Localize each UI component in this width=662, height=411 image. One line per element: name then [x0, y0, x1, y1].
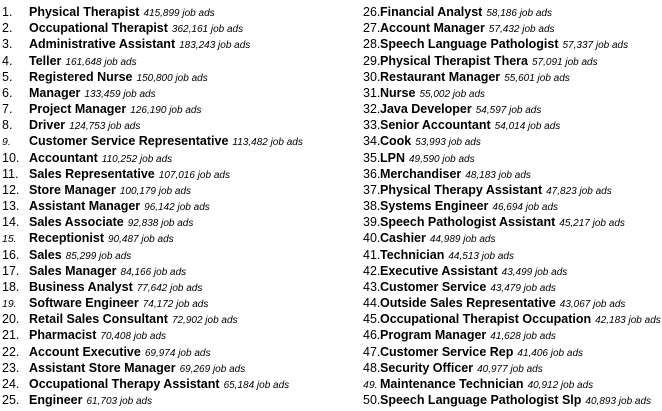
job-title: Restaurant Manager — [380, 69, 501, 84]
job-title: Account Executive — [29, 344, 141, 359]
rank-number: 19. — [2, 298, 17, 311]
rank-number: 30. — [363, 69, 381, 84]
job-list-item — [2, 376, 347, 392]
job-title: Java Developer — [380, 102, 472, 117]
job-list-item — [2, 295, 347, 311]
job-ad-count: 46,694 job ads — [492, 202, 559, 214]
job-ad-count: 107,016 job ads — [158, 169, 230, 181]
rank-number: 37. — [363, 182, 381, 197]
job-ad-count: 100,179 job ads — [119, 185, 192, 197]
job-ad-count: 48,183 job ads — [465, 169, 531, 181]
job-ad-count: 49,590 job ads — [409, 153, 475, 165]
rank-number: 39. — [363, 215, 381, 230]
job-ad-count: 43,479 job ads — [490, 282, 556, 294]
job-list-item — [2, 53, 347, 69]
job-ad-count: 96,142 job ads — [144, 202, 210, 214]
job-title: Registered Nurse — [29, 69, 133, 84]
rank-number: 10. — [2, 150, 20, 165]
job-ad-count: 55,002 job ads — [419, 88, 486, 100]
job-list-item — [2, 198, 347, 214]
job-title: Senior Accountant — [380, 118, 491, 133]
job-title: Teller — [29, 53, 62, 68]
job-ad-count: 84,166 job ads — [120, 266, 187, 278]
job-title: Receptionist — [29, 231, 105, 246]
job-ad-count: 69,974 job ads — [144, 347, 211, 359]
rank-number: 36. — [363, 166, 381, 181]
job-list-item — [2, 263, 347, 279]
rank-number: 20. — [2, 312, 20, 327]
job-title: LPN — [380, 150, 405, 165]
rank-number: 11. — [2, 166, 19, 181]
job-list-item — [2, 247, 347, 263]
job-ad-count: 55,601 job ads — [504, 72, 570, 84]
rank-number: 7. — [2, 102, 13, 117]
job-ad-count: 40,912 job ads — [527, 379, 594, 391]
job-list-item — [2, 150, 347, 166]
job-ad-count: 72,902 job ads — [171, 315, 238, 327]
job-title: Manager — [29, 85, 81, 100]
job-title: Store Manager — [29, 182, 116, 197]
job-ad-count: 362,161 job ads — [171, 24, 244, 36]
job-title: Occupational Therapist — [29, 21, 168, 36]
job-ad-count: 42,183 job ads — [595, 315, 661, 327]
rank-number: 8. — [2, 118, 13, 133]
job-title: Physical Therapy Assistant — [380, 182, 543, 197]
job-title: Accountant — [29, 150, 98, 165]
job-ad-count: 44,989 job ads — [429, 234, 496, 246]
job-list-item — [363, 360, 662, 376]
job-ad-count: 113,482 job ads — [232, 137, 303, 149]
job-list-item — [363, 36, 662, 52]
job-ad-count: 77,642 job ads — [136, 282, 203, 294]
job-ad-count: 57,337 job ads — [562, 40, 629, 52]
job-ad-count: 61,703 job ads — [86, 396, 153, 408]
rank-number: 42. — [363, 263, 381, 278]
rank-number: 35. — [363, 150, 381, 165]
job-list-item — [363, 4, 662, 20]
rank-number: 3. — [2, 37, 13, 52]
job-title: Physical Therapist — [29, 5, 140, 19]
job-ad-count: 85,299 job ads — [65, 250, 132, 262]
job-list-item — [363, 166, 662, 182]
job-title: Executive Assistant — [380, 263, 498, 278]
rank-number: 33. — [363, 118, 381, 133]
job-ad-count: 92,838 job ads — [127, 218, 194, 230]
job-list-item — [2, 166, 347, 182]
job-title: Merchandiser — [380, 166, 462, 181]
job-title: Sales Manager — [29, 263, 117, 278]
job-title: Nurse — [380, 85, 416, 100]
rank-number: 12. — [2, 182, 20, 197]
rank-number: 9. — [2, 136, 11, 149]
job-ad-count: 69,269 job ads — [179, 363, 246, 375]
rank-number: 38. — [363, 199, 381, 214]
job-list-item — [2, 182, 347, 198]
job-list-item — [363, 392, 662, 408]
job-ad-count: 90,487 job ads — [108, 234, 174, 246]
job-title: Software Engineer — [29, 296, 139, 311]
job-title: Retail Sales Consultant — [29, 312, 168, 327]
rank-number: 25. — [2, 393, 20, 408]
job-title: Physical Therapist Thera — [380, 53, 528, 68]
rank-number: 28. — [363, 37, 381, 52]
job-list-item — [2, 311, 347, 327]
job-list-item — [363, 263, 662, 279]
job-title: Speech Language Pathologist Slp — [380, 393, 582, 408]
job-list-item — [363, 182, 662, 198]
job-list-item — [363, 85, 662, 101]
job-title: Account Manager — [380, 21, 485, 36]
job-list-item — [363, 69, 662, 85]
job-list-item — [363, 376, 662, 392]
rank-number: 14. — [2, 215, 20, 230]
job-ad-count: 57,091 job ads — [531, 56, 598, 68]
job-list-item — [2, 4, 347, 20]
rank-number: 22. — [2, 344, 20, 359]
rank-number: 17. — [2, 263, 20, 278]
job-title: Speech Pathologist Assistant — [380, 215, 556, 230]
job-title: Outside Sales Representative — [380, 296, 556, 311]
job-list-item — [363, 311, 662, 327]
job-title: Driver — [29, 118, 66, 133]
job-list-item — [2, 117, 347, 133]
job-list-item — [2, 344, 347, 360]
job-ad-count: 150,800 job ads — [136, 72, 208, 84]
job-ad-count: 40,893 job ads — [585, 396, 652, 408]
job-ad-count: 43,499 job ads — [501, 266, 568, 278]
job-ad-count: 133,459 job ads — [84, 88, 156, 100]
job-list-item — [363, 198, 662, 214]
job-ad-count: 161,648 job ads — [65, 56, 137, 68]
rank-number: 34. — [363, 134, 381, 149]
rank-number: 27. — [363, 21, 381, 36]
job-title: Project Manager — [29, 102, 127, 117]
job-ad-count: 47,823 job ads — [546, 185, 612, 197]
job-title: Administrative Assistant — [29, 37, 176, 52]
rank-number: 26. — [363, 5, 381, 19]
job-title: Speech Language Pathologist — [380, 37, 559, 52]
job-ad-count: 43,067 job ads — [559, 299, 626, 311]
job-title: Program Manager — [380, 328, 487, 343]
rank-number: 29. — [363, 53, 381, 68]
job-title: Customer Service Rep — [380, 344, 514, 359]
rank-number: 13. — [2, 199, 20, 214]
job-list-item — [363, 214, 662, 230]
rank-number: 16. — [2, 247, 20, 262]
rank-number: 31. — [363, 85, 381, 100]
job-list-item — [363, 230, 662, 246]
rank-number: 32. — [363, 102, 381, 117]
rank-number: 18. — [2, 279, 20, 294]
job-ad-count: 54,014 job ads — [494, 121, 561, 133]
job-title: Pharmacist — [29, 328, 97, 343]
job-title: Occupational Therapist Occupation — [380, 312, 592, 327]
job-ad-count: 41,406 job ads — [517, 347, 584, 359]
rank-number: 49. — [363, 378, 378, 391]
job-list-item — [363, 295, 662, 311]
job-list-item — [363, 20, 662, 36]
job-list-item — [2, 133, 347, 149]
job-list-right-column — [363, 4, 662, 408]
rank-number: 50. — [363, 393, 381, 408]
rank-number: 46. — [363, 328, 381, 343]
job-title: Assistant Manager — [29, 199, 141, 214]
job-list-item — [2, 214, 347, 230]
job-title: Security Officer — [380, 360, 474, 375]
job-title: Cashier — [380, 231, 426, 246]
job-ad-count: 183,243 job ads — [179, 40, 251, 52]
job-list-item — [2, 85, 347, 101]
job-list-item — [363, 150, 662, 166]
job-title: Technician — [380, 247, 445, 262]
rank-number: 21. — [2, 328, 20, 343]
job-list-item — [363, 344, 662, 360]
job-ad-count: 126,190 job ads — [130, 105, 202, 117]
job-list-item — [2, 230, 347, 246]
job-title: Customer Service — [380, 279, 487, 294]
job-list-item — [363, 247, 662, 263]
job-list-left-column — [2, 4, 347, 408]
rank-number: 24. — [2, 376, 20, 391]
job-ad-count: 40,977 job ads — [477, 363, 543, 375]
job-ad-count: 58,186 job ads — [486, 8, 552, 19]
job-title: Maintenance Technician — [380, 376, 524, 391]
job-title: Financial Analyst — [380, 5, 483, 19]
job-ad-count: 41,628 job ads — [490, 331, 556, 343]
job-list-item — [363, 101, 662, 117]
job-list-item — [363, 53, 662, 69]
job-list-item — [2, 360, 347, 376]
job-list-item — [363, 133, 662, 149]
job-list-item — [2, 101, 347, 117]
job-list-item — [2, 36, 347, 52]
job-title: Sales — [29, 247, 62, 262]
job-list-item — [2, 392, 347, 408]
job-ad-count: 53,993 job ads — [415, 137, 481, 149]
rank-number: 6. — [2, 85, 13, 100]
rank-number: 47. — [363, 344, 381, 359]
job-ad-count: 70,408 job ads — [100, 331, 167, 343]
rank-number: 44. — [363, 296, 381, 311]
job-ad-count: 45,217 job ads — [559, 218, 625, 230]
job-list-item — [363, 117, 662, 133]
rank-number: 48. — [363, 360, 381, 375]
rank-number: 41. — [363, 247, 381, 262]
rank-number: 5. — [2, 69, 13, 84]
job-list-item — [2, 327, 347, 343]
rank-number: 40. — [363, 231, 381, 246]
job-list-item — [363, 279, 662, 295]
job-list-item — [2, 279, 347, 295]
rank-number: 1. — [2, 5, 13, 19]
job-ad-count: 65,184 job ads — [223, 379, 290, 391]
job-ad-count: 415,899 job ads — [143, 8, 215, 19]
job-title: Sales Representative — [29, 166, 155, 181]
job-ad-count: 57,432 job ads — [488, 24, 555, 36]
job-title: Systems Engineer — [380, 199, 489, 214]
job-ad-count: 74,172 job ads — [142, 299, 209, 311]
job-title: Sales Associate — [29, 215, 124, 230]
rank-number: 2. — [2, 21, 13, 36]
job-list-item — [363, 327, 662, 343]
job-title: Customer Service Representative — [29, 134, 229, 149]
job-title: Engineer — [29, 393, 83, 408]
rank-number: 45. — [363, 312, 381, 327]
job-list-item — [2, 69, 347, 85]
rank-number: 4. — [2, 53, 13, 68]
rank-number: 15. — [2, 233, 17, 246]
job-title: Cook — [380, 134, 412, 149]
rank-number: 43. — [363, 279, 381, 294]
job-title: Assistant Store Manager — [29, 360, 176, 375]
job-title: Occupational Therapy Assistant — [29, 376, 220, 391]
job-list-item — [2, 20, 347, 36]
job-ad-count: 124,753 job ads — [69, 121, 141, 133]
job-ad-count: 54,597 job ads — [475, 105, 542, 117]
rank-number: 23. — [2, 360, 20, 375]
job-ad-count: 44,513 job ads — [448, 250, 514, 262]
job-ad-count: 110,252 job ads — [101, 153, 173, 165]
job-title: Business Analyst — [29, 279, 133, 294]
